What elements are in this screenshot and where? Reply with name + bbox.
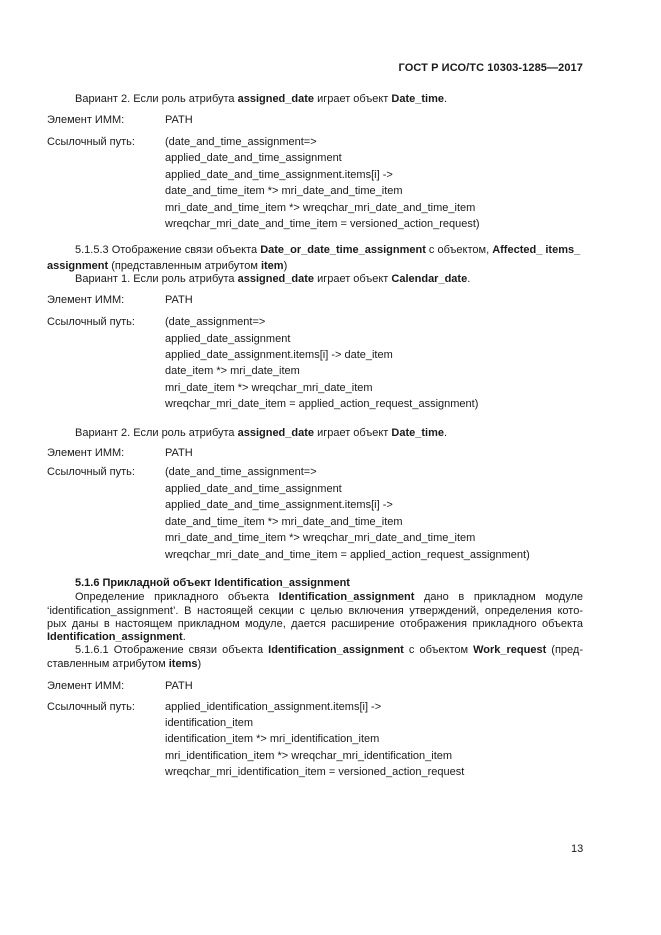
document-header: ГОСТ Р ИСО/ТС 10303-1285—2017 [398,62,583,74]
path-line: identification_item [165,717,254,729]
imm-value: PATH [165,680,193,692]
path-line: mri_date_and_time_item *> wreqchar_mri_date_and_time_item [165,202,476,214]
path-line: applied_date_and_time_assignment [165,152,342,164]
paragraph-line: ‘identification_assignment’. В настоящей секции с целью включения утверждений, определения кото- [47,605,583,617]
path-line: mri_date_item *> wreqchar_mri_date_item [165,382,373,394]
section-heading-5153-cont: assignment (представленным атрибутом item) [47,260,288,272]
path-line: wreqchar_mri_date_and_time_item = applied_action_request_assignment) [165,549,530,561]
imm-value: PATH [165,447,193,459]
attribute-name: assigned_date [237,93,315,105]
path-line: wreqchar_mri_date_and_time_item = versioned_action_request) [165,218,480,230]
path-label: Ссылочный путь: [47,701,135,713]
object-name: Identification_assignment [268,644,404,656]
path-line: applied_date_and_time_assignment [165,483,342,495]
path-line: applied_date_assignment [165,333,291,345]
attribute-name: assigned_date [237,273,315,285]
paragraph-line: рых даны в настоящем прикладном модуле, дается расширение отображения прикладного объекта [47,618,583,630]
path-line: date_item *> mri_date_item [165,365,300,377]
variant-text: играет объект [314,93,392,105]
path-label: Ссылочный путь: [47,136,135,148]
page-number: 13 [571,843,584,855]
variant-text: Вариант 2. Если роль атрибута [75,93,238,105]
attribute-name: assigned_date [237,427,315,439]
path-line: applied_date_and_time_assignment.items[i] -> [165,499,393,511]
object-name: Date_time [391,427,444,439]
path-line: mri_date_and_time_item *> wreqchar_mri_date_and_time_item [165,532,476,544]
section-heading-516: 5.1.6 Прикладной объект Identification_assignment [75,577,350,589]
path-line: wreqchar_mri_date_item = applied_action_request_assignment) [165,398,479,410]
variant-line: Вариант 1. Если роль атрибута assigned_date играет объект Calendar_date. [75,273,471,285]
path-line: (date_and_time_assignment=> [165,466,317,478]
paragraph-line: Identification_assignment. [47,631,186,643]
object-name: Affected_ items_ [492,244,581,256]
variant-line: Вариант 2. Если роль атрибута assigned_date играет объект Date_time. [75,427,448,439]
attribute-name: items [168,658,198,670]
section-heading-5153: 5.1.5.3 Отображение связи объекта Date_or_date_time_assignment с объектом, Affected_ items_ [75,244,581,256]
imm-label: Элемент ИММ: [47,114,125,126]
imm-value: PATH [165,114,193,126]
paragraph-line: Определение прикладного объекта Identification_assignment дано в прикладном модуле [75,591,583,603]
path-line: applied_date_assignment.items[i] -> date_item [165,349,393,361]
attribute-name: item [260,260,284,272]
object-name: Date_time [391,93,444,105]
object-name: Work_request [473,644,547,656]
path-line: mri_identification_item *> wreqchar_mri_identification_item [165,750,453,762]
path-line: wreqchar_mri_identification_item = versioned_action_request [165,766,465,778]
object-name: Calendar_date [391,273,468,285]
imm-value: PATH [165,294,193,306]
path-line: (date_assignment=> [165,316,266,328]
path-line: date_and_time_item *> mri_date_and_time_item [165,185,403,197]
object-name: Identification_assignment [47,631,183,643]
path-label: Ссылочный путь: [47,316,135,328]
section-heading-5161-cont: ставленным атрибутом items) [47,658,202,670]
object-name: Date_or_date_time_assignment [260,244,426,256]
imm-label: Элемент ИММ: [47,447,125,459]
path-line: applied_identification_assignment.items[i] -> [165,701,382,713]
variant-line [75,91,447,107]
path-line: applied_date_and_time_assignment.items[i] -> [165,169,393,181]
imm-label: Элемент ИММ: [47,294,125,306]
object-name: Identification_assignment [278,591,415,603]
punct: . [443,93,448,105]
path-line: (date_and_time_assignment=> [165,136,317,148]
object-name: assignment [47,260,109,272]
path-line: identification_item *> mri_identification_item [165,733,380,745]
section-heading-5161: 5.1.6.1 Отображение связи объекта Identification_assignment с объектом Work_request (пред- [75,644,583,656]
imm-label: Элемент ИММ: [47,680,125,692]
path-label: Ссылочный путь: [47,466,135,478]
path-line: date_and_time_item *> mri_date_and_time_item [165,516,403,528]
